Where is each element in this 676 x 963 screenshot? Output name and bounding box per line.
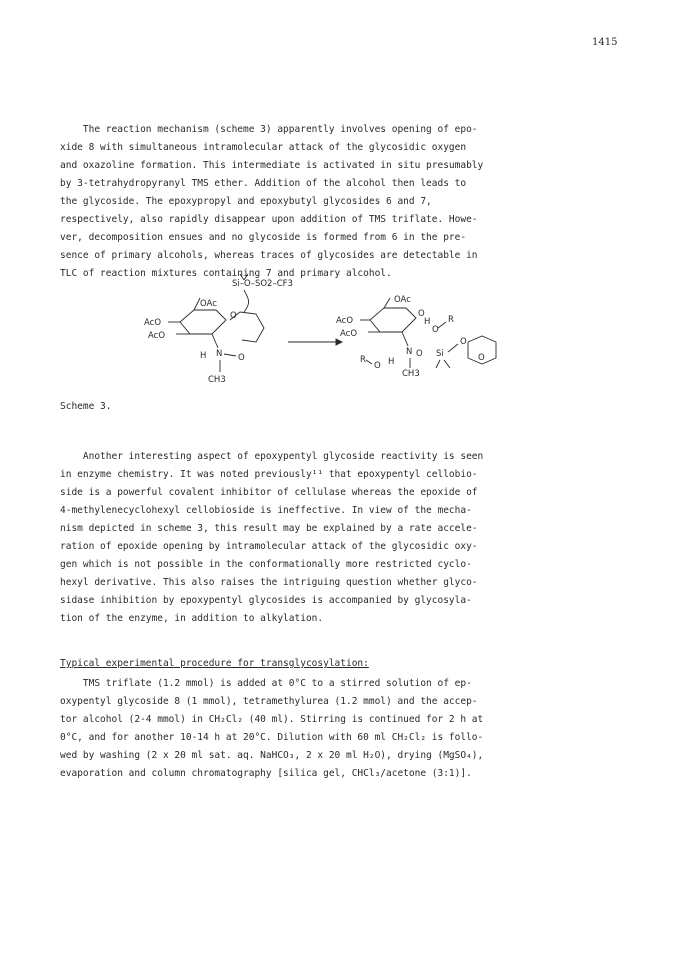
scheme-3-diagram xyxy=(140,272,540,392)
aco-label: AcO xyxy=(148,331,166,341)
text-line: TLC of reaction mixtures containing 7 and primary alcohol. xyxy=(60,268,392,279)
oac-label: OAc xyxy=(200,299,217,309)
aco-label: AcO xyxy=(340,329,358,339)
reagent-label: Si–O–SO2–CF3 xyxy=(232,279,293,289)
text-line: oxypentyl glycoside 8 (1 mmol), tetramethylurea (1.2 mmol) and the accep- xyxy=(60,696,478,707)
ch3-label: CH3 xyxy=(208,375,226,385)
text-line: ration of epoxide opening by intramolecular attack of the glycosidic oxy- xyxy=(60,541,478,552)
text-line: 4-methylenecyclohexyl cellobioside is ineffective. In view of the mecha- xyxy=(60,505,472,516)
o-label: O xyxy=(374,361,381,371)
text-line: ver, decomposition ensues and no glycoside is formed from 6 in the pre- xyxy=(60,232,467,243)
text-line: in enzyme chemistry. It was noted previously¹¹ that epoxypentyl cellobio- xyxy=(60,469,478,480)
text-line: side is a powerful covalent inhibitor of cellulase whereas the epoxide of xyxy=(60,487,478,498)
paragraph-mechanism xyxy=(60,121,620,283)
text-line: wed by washing (2 x 20 ml sat. aq. NaHCO₃, 2 x 20 ml H₂O), drying (MgSO₄), xyxy=(60,750,484,761)
h-label: H xyxy=(424,317,431,327)
r-label: R xyxy=(360,355,366,365)
paragraph-enzyme xyxy=(60,448,620,628)
aco-label: AcO xyxy=(336,316,354,326)
scheme-caption: Scheme 3. xyxy=(60,401,112,412)
text-line: evaporation and column chromatography [silica gel, CHCl₃/acetone (3:1)]. xyxy=(60,768,472,779)
oac-label: OAc xyxy=(394,295,411,305)
n-label: N xyxy=(216,349,223,359)
text-line: gen which is not possible in the conformationally more restricted cyclo- xyxy=(60,559,472,570)
h-label: H xyxy=(388,357,395,367)
text-line: xide 8 with simultaneous intramolecular attack of the glycosidic oxygen xyxy=(60,142,467,153)
procedure-heading: Typical experimental procedure for transglycosylation: xyxy=(60,658,369,669)
o-label: O xyxy=(238,353,245,363)
r-label: R xyxy=(448,315,454,325)
si-label: Si xyxy=(436,349,444,359)
text-line: The reaction mechanism (scheme 3) apparently involves opening of epo- xyxy=(60,124,478,135)
ring-oxygen-label: O xyxy=(230,311,237,321)
text-line: tor alcohol (2-4 mmol) in CH₂Cl₂ (40 ml). Stirring is continued for 2 h at xyxy=(60,714,484,725)
paragraph-procedure xyxy=(60,675,620,783)
text-line: respectively, also rapidly disappear upon addition of TMS triflate. Howe- xyxy=(60,214,478,225)
text-line: tion of the enzyme, in addition to alkylation. xyxy=(60,613,324,624)
text-line: sidase inhibition by epoxypentyl glycosides is accompanied by glycosyla- xyxy=(60,595,472,606)
ch3-label: CH3 xyxy=(402,369,420,379)
text-line: TMS triflate (1.2 mmol) is added at 0°C to a stirred solution of ep- xyxy=(60,678,472,689)
text-line: nism depicted in scheme 3, this result may be explained by a rate accele- xyxy=(60,523,478,534)
text-line: and oxazoline formation. This intermediate is activated in situ presumably xyxy=(60,160,484,171)
text-line: by 3-tetrahydropyranyl TMS ether. Addition of the alcohol then leads to xyxy=(60,178,467,189)
n-label: N xyxy=(406,347,413,357)
text-line: 0°C, and for another 10-14 h at 20°C. Dilution with 60 ml CH₂Cl₂ is follo- xyxy=(60,732,484,743)
ring-oxygen-label: O xyxy=(418,309,425,319)
page-number: 1415 xyxy=(592,37,618,48)
text-line: hexyl derivative. This also raises the intriguing question whether glyco- xyxy=(60,577,478,588)
text-line: the glycoside. The epoxypropyl and epoxybutyl glycosides 6 and 7, xyxy=(60,196,432,207)
aco-label: AcO xyxy=(144,318,162,328)
text-line: Another interesting aspect of epoxypentyl glycoside reactivity is seen xyxy=(60,451,484,462)
h-label: H xyxy=(200,351,207,361)
o-label: O xyxy=(460,337,467,347)
text-line: sence of primary alcohols, whereas traces of glycosides are detectable in xyxy=(60,250,478,261)
o-label: O xyxy=(432,325,439,335)
thp-oxygen-label: O xyxy=(478,353,485,363)
o-label: O xyxy=(416,349,423,359)
